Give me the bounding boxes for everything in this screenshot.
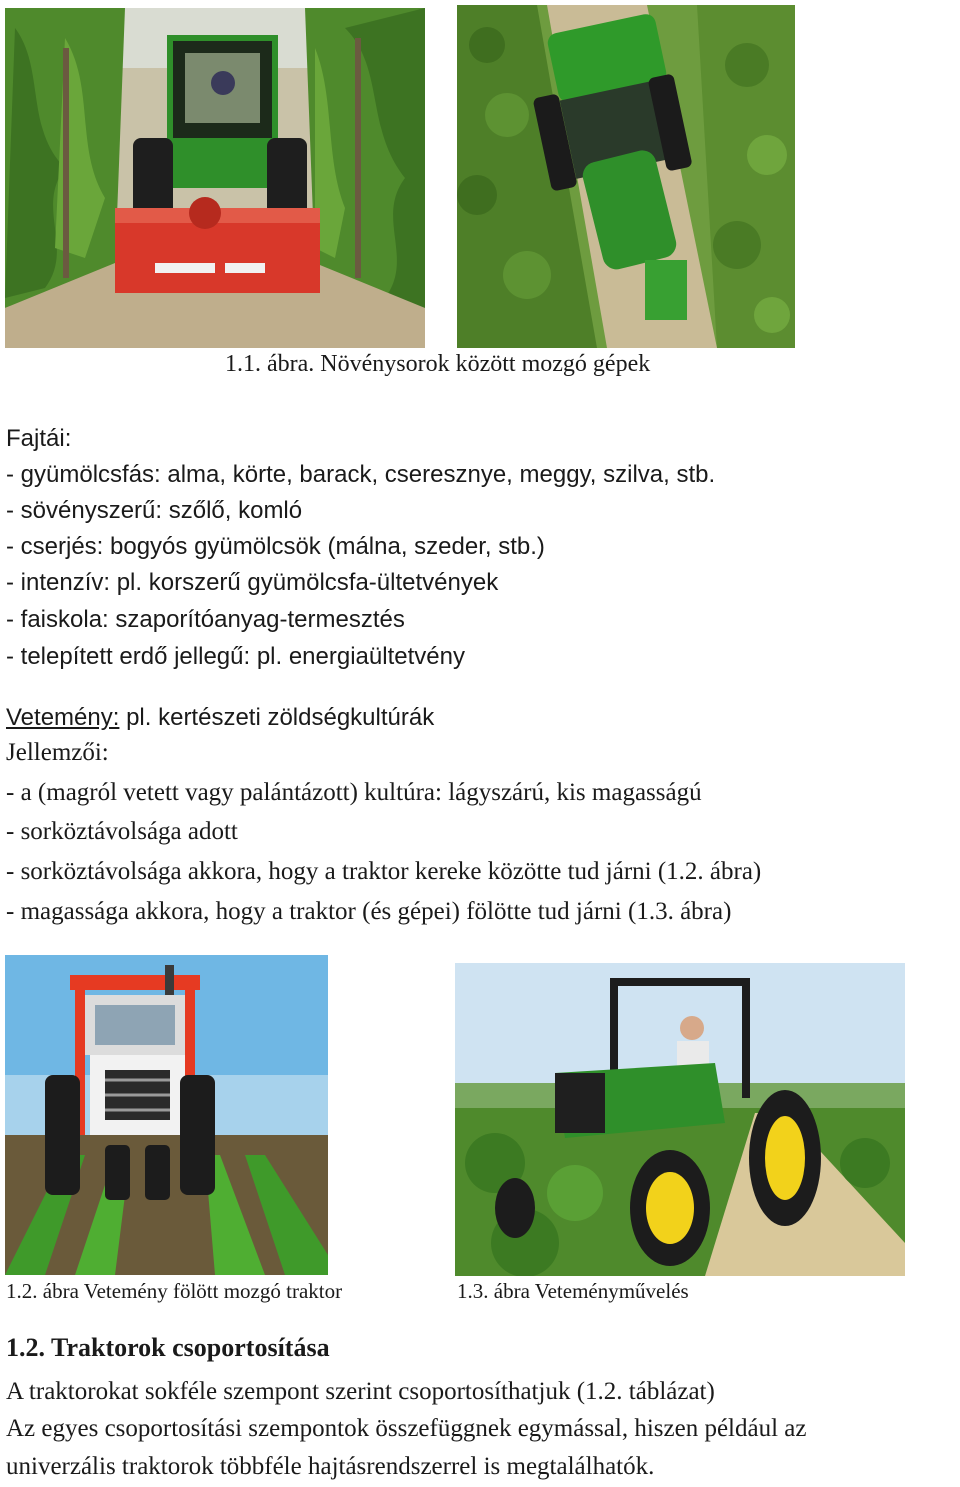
vetemeny-term: Vetemény:	[6, 704, 120, 731]
feature-item: - sorköztávolsága adott	[6, 818, 238, 845]
section-paragraph: univerzális traktorok többféle hajtásrendszerrel is megtalálhatók.	[6, 1453, 655, 1480]
features-label: Jellemzői:	[6, 739, 109, 766]
section-heading: 1.2. Traktorok csoportosítása	[6, 1333, 330, 1362]
feature-item: - magassága akkora, hogy a traktor (és gépei) fölötte tud járni (1.3. ábra)	[6, 898, 732, 925]
types-item: - telepített erdő jellegű: pl. energiaültetvény	[6, 643, 465, 670]
photo-green-tractor-field	[455, 963, 905, 1276]
photo-red-tractor-over-crops	[5, 955, 328, 1275]
types-item: - faiskola: szaporítóanyag-termesztés	[6, 606, 405, 633]
types-item: - gyümölcsfás: alma, körte, barack, cseresznye, meggy, szilva, stb.	[6, 461, 716, 488]
types-item: - sövényszerű: szőlő, komló	[6, 497, 303, 524]
types-item: - cserjés: bogyós gyümölcsök (málna, szeder, stb.)	[6, 533, 545, 560]
feature-item: - sorköztávolsága akkora, hogy a traktor kereke közötte tud járni (1.2. ábra)	[6, 858, 762, 885]
vetemeny-definition: pl. kertészeti zöldségkultúrák	[119, 704, 435, 731]
section-paragraph: Az egyes csoportosítási szempontok összefüggnek egymással, hiszen például az	[6, 1415, 807, 1442]
types-item: - intenzív: pl. korszerű gyümölcsfa-ültetvények	[6, 569, 499, 596]
figure-1-3-caption: 1.3. ábra Veteményművelés	[457, 1279, 689, 1303]
photo-green-tractor-aerial	[457, 5, 795, 348]
photo-vineyard-tractor-tiller	[5, 8, 425, 348]
section-paragraph: A traktorokat sokféle szempont szerint csoportosíthatjuk (1.2. táblázat)	[6, 1378, 715, 1405]
vetemeny-definition-line	[6, 704, 434, 732]
feature-item: - a (magról vetett vagy palántázott) kultúra: lágyszárú, kis magasságú	[6, 779, 702, 806]
figure-1-2-caption: 1.2. ábra Vetemény fölött mozgó traktor	[6, 1279, 343, 1303]
types-label: Fajtái:	[6, 425, 72, 452]
figure-1-1-caption: 1.1. ábra. Növénysorok között mozgó gépek	[225, 351, 651, 377]
